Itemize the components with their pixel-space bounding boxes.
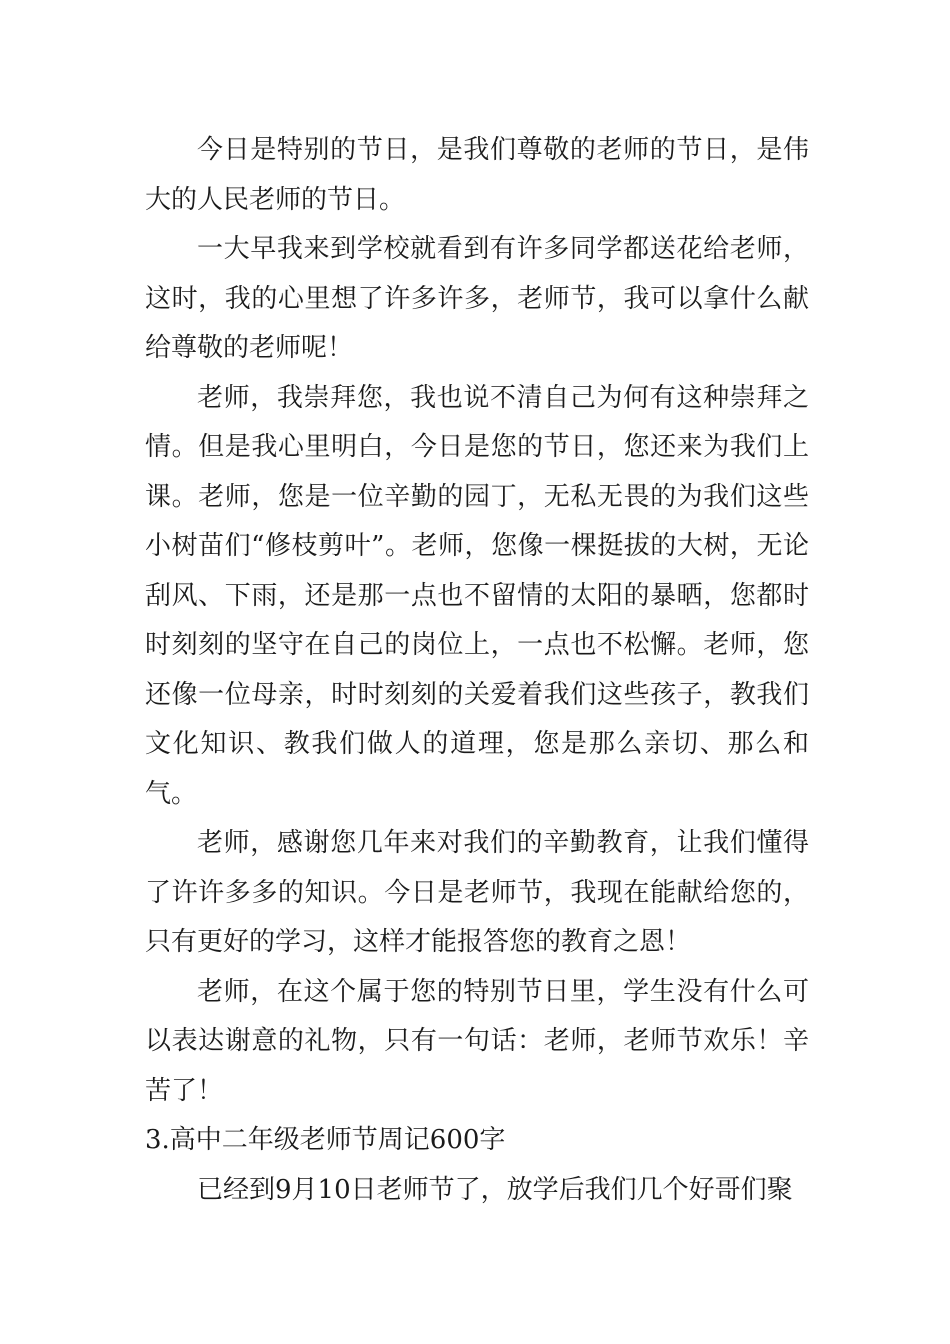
paragraph-4: 老师，感谢您几年来对我们的辛勤教育，让我们懂得了许许多多的知识。今日是老师节，我现在能献给您的，只有更好的学习，这样才能报答您的教育之恩！: [145, 828, 809, 957]
section-paragraph-1: 已经到9月10日老师节了，放学后我们几个好哥们聚: [197, 1174, 793, 1205]
paragraph-1: 今日是特别的节日，是我们尊敬的老师的节日，是伟大的人民老师的节日。: [145, 135, 809, 215]
paragraph-5: 老师，在这个属于您的特别节日里，学生没有什么可以表达谢意的礼物，只有一句话：老师，老师节欢乐！辛苦了！: [145, 976, 809, 1106]
paragraph-2: 一大早我来到学校就看到有许多同学都送花给老师，这时，我的心里想了许多许多，老师节，我可以拿什么献给尊敬的老师呢！: [145, 234, 809, 363]
paragraph-3: 老师，我崇拜您，我也说不清自己为何有这种崇拜之情。但是我心里明白，今日是您的节日，您还来为我们上课。老师，您是一位辛勤的园丁，无私无畏的为我们这些小树苗们“修枝剪叶”。老师，您像一棵挺拔的大树，无论刮风、下雨，还是那一点也不留情的太阳的暴晒，您都时时刻刻的坚守在自己的岗位上，一点也不松懈。老师，您还像一位母亲，时时刻刻的关爱着我们这些孩子，教我们文化知识、教我们做人的道理，您是那么亲切、那么和气。: [145, 382, 809, 809]
document-body: [145, 126, 809, 1215]
section-heading: 3.高中二年级老师节周记600字: [145, 1125, 506, 1155]
